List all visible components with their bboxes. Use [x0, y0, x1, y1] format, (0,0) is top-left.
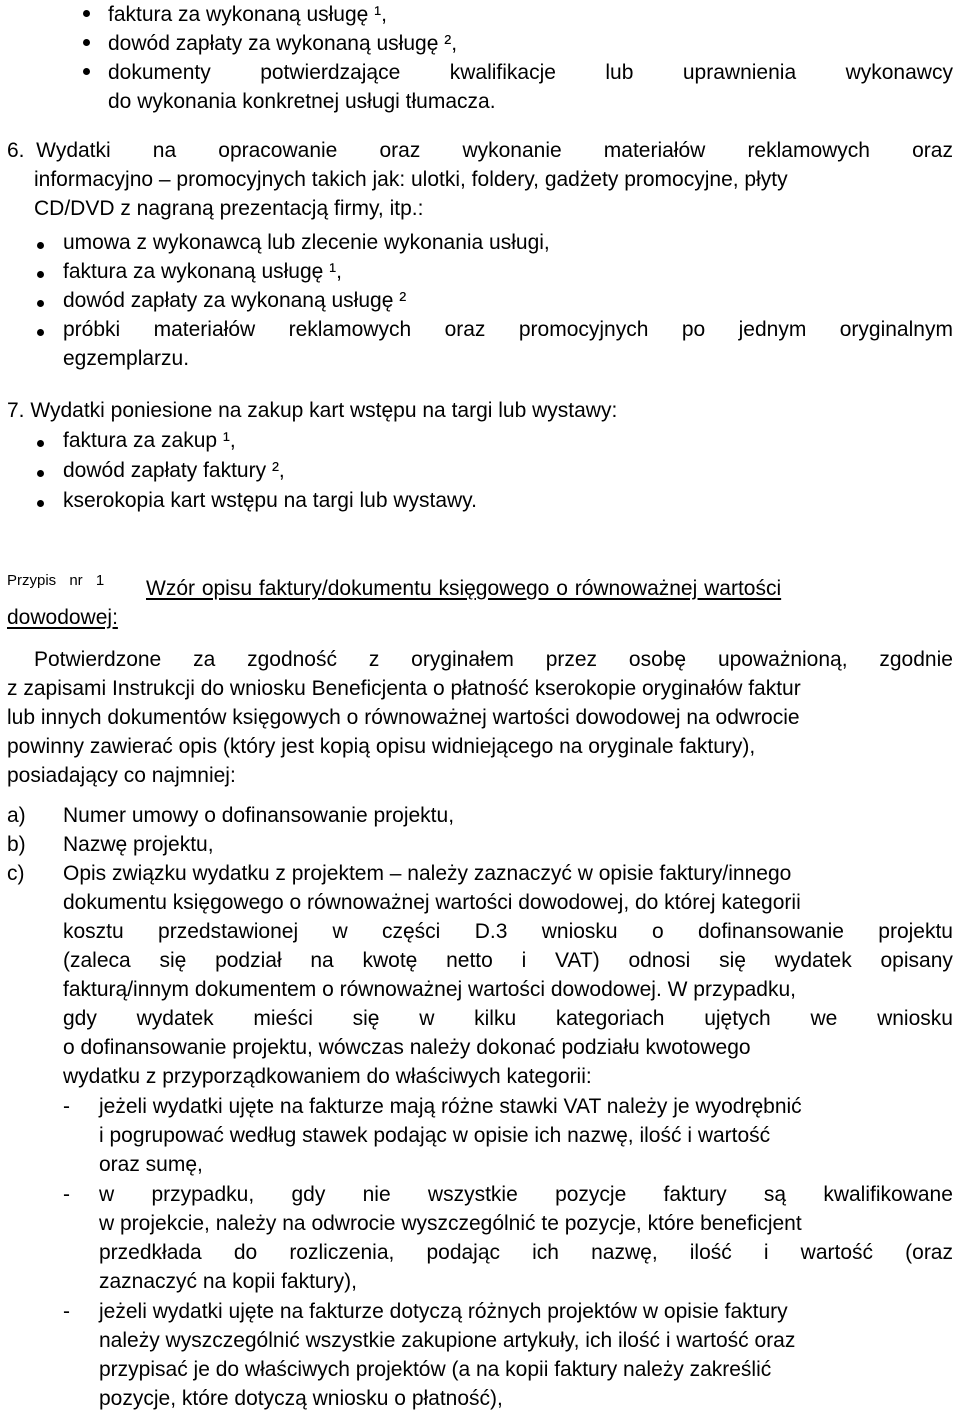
dash-item-line: w projekcie, należy na odwrocie wyszczególnić te pozycje, które beneficjent [99, 1212, 802, 1235]
text-segment: są [763, 1183, 787, 1206]
text-segment: się [352, 1007, 380, 1030]
item7-heading: 7. Wydatki poniesione na zakup kart wstępu na targi lub wystawy: [7, 399, 618, 422]
dash-item-line-justified [99, 1238, 953, 1267]
text-segment: za [193, 648, 216, 671]
text-segment: wydatek [774, 949, 852, 972]
list-item: faktura za zakup ¹, [63, 429, 236, 452]
text-segment: reklamowych [747, 139, 870, 162]
bullet-dot [37, 242, 44, 249]
text-segment: kwotę [362, 949, 418, 972]
text-segment: ujętych [704, 1007, 771, 1030]
list-item-justified [108, 58, 953, 87]
text-segment: mieści [253, 1007, 313, 1030]
dash-marker: - [63, 1183, 70, 1206]
text-segment: z [368, 648, 380, 671]
list-item: Numer umowy o dofinansowanie projektu, [63, 804, 455, 827]
paragraph-line-1 [34, 645, 953, 674]
bullet-dot [83, 10, 90, 17]
list-item-continuation: egzemplarzu. [63, 347, 190, 370]
text-segment: gdy [63, 1007, 97, 1030]
list-item: umowa z wykonawcą lub zlecenie wykonania usługi, [63, 231, 550, 254]
text-segment: D.3 [474, 920, 508, 943]
text-segment: dokumenty [108, 61, 211, 84]
text-segment: się [159, 949, 187, 972]
paragraph-line-4: powinny zawierać opis (który jest kopią opisu widniejącego na oryginale faktury), [7, 735, 756, 758]
dash-item-line: jeżeli wydatki ujęte na fakturze mają różne stawki VAT należy je wyodrębnić [99, 1095, 802, 1118]
text-segment: nie [362, 1183, 391, 1206]
text-segment: oraz [379, 139, 421, 162]
paragraph-line-2: z zapisami Instrukcji do wniosku Beneficjenta o płatność kserokopie oryginałów faktur [7, 677, 801, 700]
text-segment: opisany [880, 949, 953, 972]
dash-item-line: oraz sumę, [99, 1153, 203, 1176]
text-segment: zgodnie [879, 648, 953, 671]
text-segment: oryginałem [411, 648, 514, 671]
item-c-line-justified [63, 946, 953, 975]
text-segment: netto [446, 949, 493, 972]
dash-item-line: pozycje, które dotyczą wniosku o płatność), [99, 1387, 503, 1410]
text-segment: jednym [738, 318, 807, 341]
dash-item-line: i pogrupować według stawek podając w opisie ich nazwę, ilość i wartość [99, 1124, 771, 1147]
text-segment: upoważnioną, [717, 648, 848, 671]
text-segment: ilość [689, 1241, 732, 1264]
dash-item-line: jeżeli wydatki ujęte na fakturze dotyczą różnych projektów w opisie faktury [99, 1300, 788, 1323]
dash-item-line: należy wyszczególnić wszystkie zakupione artykuły, ich ilość i wartość oraz [99, 1329, 796, 1352]
item-c-line: o dofinansowanie projektu, wówczas należy dokonać podziału kwotowego [63, 1036, 751, 1059]
text-segment: o [651, 920, 664, 943]
item6-line-3: CD/DVD z nagraną prezentacją firmy, itp.: [34, 197, 424, 220]
paragraph-line-5: posiadający co najmniej: [7, 764, 236, 787]
dash-marker: - [63, 1300, 70, 1323]
list-item: faktura za wykonaną usługę ¹, [63, 260, 342, 283]
text-segment: promocyjnych [518, 318, 649, 341]
footnote-label: Przypis nr 1 [7, 572, 105, 589]
item-c-line: dokumentu księgowego o równoważnej wartości dowodowej, do której kategorii [63, 891, 801, 914]
list-item-continuation: do wykonania konkretnej usługi tłumacza. [108, 90, 496, 113]
bullet-dot [83, 68, 90, 75]
dash-marker: - [63, 1095, 70, 1118]
bullet-dot [37, 271, 44, 278]
text-segment: wniosku [541, 920, 618, 943]
text-segment: Potwierdzone [34, 648, 162, 671]
text-segment: zgodność [247, 648, 337, 671]
item-c-line: Opis związku wydatku z projektem – należy zaznaczyć w opisie faktury/innego [63, 862, 792, 885]
text-segment: odnosi [628, 949, 691, 972]
text-segment: we [810, 1007, 838, 1030]
text-segment: osobę [628, 648, 687, 671]
text-segment: oryginalnym [839, 318, 953, 341]
text-segment: i [763, 1241, 769, 1264]
list-item-justified [63, 315, 953, 344]
text-segment: (oraz [905, 1241, 953, 1264]
text-segment: przedstawionej [158, 920, 299, 943]
text-segment: na [152, 139, 177, 162]
text-segment: na [310, 949, 334, 972]
text-segment: wykonawcy [845, 61, 953, 84]
text-segment: wszystkie [427, 1183, 518, 1206]
list-item: dowód zapłaty za wykonaną usługę ² [63, 289, 407, 312]
text-segment: próbki [63, 318, 121, 341]
item-c-line: fakturą/innym dokumentem o równoważnej wartości dowodowej. W przypadku, [63, 978, 797, 1001]
text-segment: wartość [800, 1241, 874, 1264]
dash-item-line-justified [99, 1180, 953, 1209]
text-segment: faktury [663, 1183, 727, 1206]
bullet-dot [37, 470, 44, 477]
text-segment: w [332, 920, 348, 943]
paragraph-line-3: lub innych dokumentów księgowych o równoważnej wartości dowodowej na odwrocie [7, 706, 800, 729]
text-segment: uprawnienia [682, 61, 797, 84]
text-segment: do [233, 1241, 258, 1264]
text-segment: podział [215, 949, 282, 972]
text-segment: materiałów [603, 139, 706, 162]
text-segment: kwalifikowane [823, 1183, 953, 1206]
list-marker: b) [7, 833, 26, 856]
text-segment: wydatek [136, 1007, 214, 1030]
bullet-dot [37, 329, 44, 336]
item6-line-2: informacyjno – promocyjnych takich jak: ulotki, foldery, gadżety promocyjne, płyty [34, 168, 788, 191]
text-segment: podając [426, 1241, 501, 1264]
text-segment: oraz [912, 139, 953, 162]
text-segment: dofinansowanie [697, 920, 844, 943]
text-segment: w [419, 1007, 435, 1030]
text-segment: wniosku [877, 1007, 953, 1030]
text-segment: materiałów [153, 318, 256, 341]
list-marker: a) [7, 804, 26, 827]
text-segment: wykonanie [462, 139, 562, 162]
text-segment: oraz [444, 318, 486, 341]
text-segment: w [99, 1183, 115, 1206]
text-segment: się [719, 949, 746, 972]
text-segment: VAT) [554, 949, 600, 972]
footnote-title-line-1: Wzór opisu faktury/dokumentu księgowego o równoważnej wartości [146, 577, 782, 600]
text-segment: kilku [474, 1007, 517, 1030]
bullet-dot [37, 500, 44, 507]
list-item: Nazwę projektu, [63, 833, 214, 856]
text-segment: po [681, 318, 706, 341]
text-segment: opracowanie [218, 139, 338, 162]
text-segment: kategoriach [555, 1007, 665, 1030]
list-item: kserokopia kart wstępu na targi lub wystawy. [63, 489, 477, 512]
item6-line-1 [7, 136, 953, 165]
footnote-title-line-2: dowodowej: [7, 606, 118, 629]
item-c-line: wydatku z przyporządkowaniem do właściwych kategorii: [63, 1065, 592, 1088]
text-segment: przedkłada [99, 1241, 202, 1264]
item-c-line-justified [63, 1004, 953, 1033]
text-segment: reklamowych [288, 318, 412, 341]
text-segment: projektu [878, 920, 953, 943]
list-item: dowód zapłaty za wykonaną usługę ², [108, 32, 458, 55]
text-segment: i [521, 949, 527, 972]
list-item: faktura za wykonaną usługę ¹, [108, 3, 387, 26]
bullet-dot [37, 300, 44, 307]
text-segment: lub [605, 61, 634, 84]
text-segment: kwalifikacje [449, 61, 556, 84]
dash-item-line: przypisać je do właściwych projektów (a na kopii faktury należy zakreślić [99, 1358, 772, 1381]
bullet-dot [83, 39, 90, 46]
text-segment: części [382, 920, 441, 943]
text-segment: gdy [291, 1183, 326, 1206]
text-segment: 6. Wydatki [7, 139, 111, 162]
text-segment: nazwę, [591, 1241, 658, 1264]
text-segment: ich [532, 1241, 559, 1264]
text-segment: kosztu [63, 920, 124, 943]
text-segment: potwierdzające [260, 61, 401, 84]
list-marker: c) [7, 862, 25, 885]
dash-item-line: zaznaczyć na kopii faktury), [99, 1270, 357, 1293]
text-segment: przez [545, 648, 598, 671]
bullet-dot [37, 440, 44, 447]
text-segment: przypadku, [151, 1183, 255, 1206]
list-item: dowód zapłaty faktury ², [63, 459, 285, 482]
text-segment: (zaleca [63, 949, 131, 972]
item-c-line-justified [63, 917, 953, 946]
text-segment: pozycje [555, 1183, 627, 1206]
text-segment: rozliczenia, [289, 1241, 395, 1264]
